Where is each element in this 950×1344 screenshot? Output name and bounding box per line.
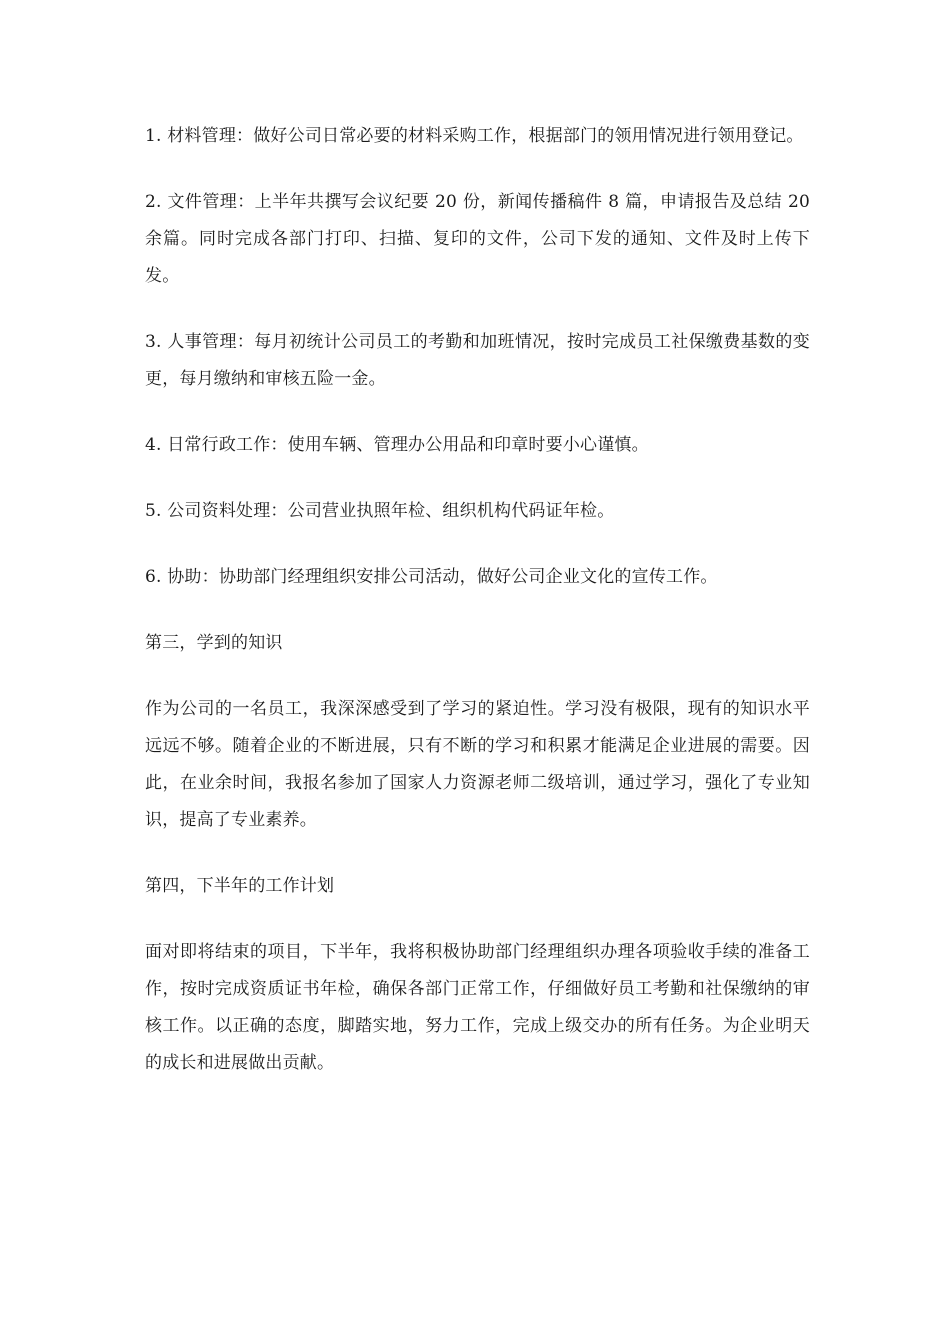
paragraph-material-management: 1. 材料管理：做好公司日常必要的材料采购工作，根据部门的领用情况进行领用登记。 [145, 126, 804, 146]
paragraph-knowledge: 作为公司的一名员工，我深深感受到了学习的紧迫性。学习没有极限，现有的知识水平远远不够。随着企业的不断进展，只有不断的学习和积累才能满足企业进展的需要。因此，在业余时间，我报名参加了国家人力资源老师二级培训，通过学习，强化了专业知识，提高了专业素养。 [145, 699, 810, 830]
paragraph-file-management: 2. 文件管理：上半年共撰写会议纪要 20 份，新闻传播稿件 8 篇，申请报告及总结 20 余篇。同时完成各部门打印、扫描、复印的文件，公司下发的通知、文件及时上传下发。 [145, 192, 810, 286]
document-body [145, 118, 810, 1111]
section-heading-knowledge: 第三，学到的知识 [145, 633, 283, 653]
section-heading-plan: 第四，下半年的工作计划 [145, 876, 335, 896]
paragraph-daily-admin: 4. 日常行政工作：使用车辆、管理办公用品和印章时要小心谨慎。 [145, 435, 649, 455]
paragraph-plan: 面对即将结束的项目，下半年，我将积极协助部门经理组织办理各项验收手续的准备工作，按时完成资质证书年检，确保各部门正常工作，仔细做好员工考勤和社保缴纳的审核工作。以正确的态度，脚踏实地，努力工作，完成上级交办的所有任务。为企业明天的成长和进展做出贡献。 [145, 942, 810, 1073]
paragraph-personnel-management: 3. 人事管理：每月初统计公司员工的考勤和加班情况，按时完成员工社保缴费基数的变更，每月缴纳和审核五险一金。 [145, 332, 810, 389]
paragraph-company-documents: 5. 公司资料处理：公司营业执照年检、组织机构代码证年检。 [145, 501, 615, 521]
paragraph-assistance: 6. 协助：协助部门经理组织安排公司活动，做好公司企业文化的宣传工作。 [145, 567, 718, 587]
